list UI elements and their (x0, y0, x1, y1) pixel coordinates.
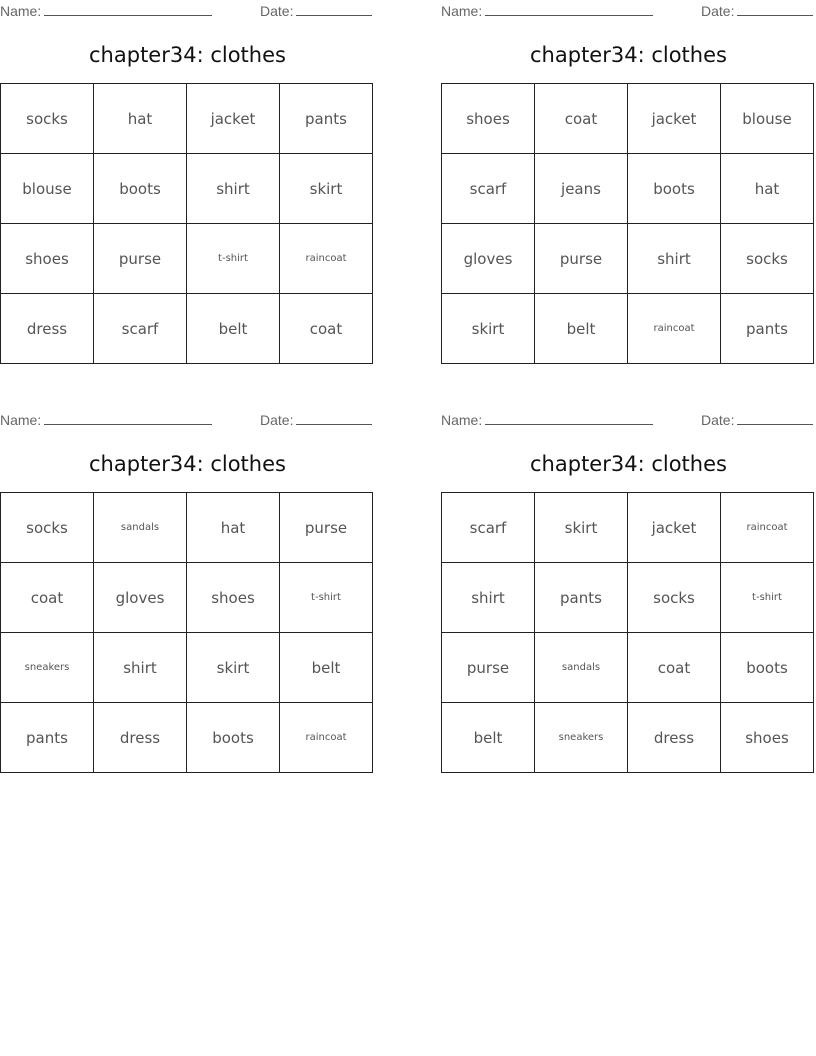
grid-cell: shirt (187, 154, 280, 224)
grid-cell: t-shirt (187, 224, 280, 294)
card-title: chapter34: clothes (89, 43, 286, 67)
grid-cell: pants (721, 294, 814, 364)
name-date-fields (441, 411, 816, 429)
grid-cell: belt (187, 294, 280, 364)
name-date-fields (441, 2, 816, 20)
bingo-card-2 (441, 0, 816, 364)
grid-cell: raincoat (280, 224, 373, 294)
grid-row (442, 563, 814, 633)
grid-cell: purse (280, 493, 373, 563)
name-date-fields (0, 2, 375, 20)
date-blank-line (737, 2, 813, 16)
name-blank-line (485, 2, 653, 16)
grid-row (1, 294, 373, 364)
grid-cell: belt (442, 703, 535, 773)
grid-cell: raincoat (628, 294, 721, 364)
grid-cell: shirt (628, 224, 721, 294)
grid-cell: socks (721, 224, 814, 294)
bingo-card-4 (441, 409, 816, 773)
name-label: Name: (0, 412, 42, 428)
date-blank-line (737, 411, 813, 425)
name-field[interactable] (441, 411, 653, 428)
grid-cell: coat (280, 294, 373, 364)
card-title: chapter34: clothes (530, 43, 727, 67)
grid-cell: jacket (628, 84, 721, 154)
grid-cell: pants (280, 84, 373, 154)
grid-cell: sneakers (535, 703, 628, 773)
grid-cell: shirt (442, 563, 535, 633)
grid-cell: jeans (535, 154, 628, 224)
grid-cell: sandals (94, 493, 187, 563)
grid-cell: raincoat (721, 493, 814, 563)
bingo-grid (441, 492, 814, 773)
grid-row (1, 563, 373, 633)
grid-cell: socks (1, 84, 94, 154)
grid-cell: scarf (442, 493, 535, 563)
card-title: chapter34: clothes (89, 452, 286, 476)
grid-cell: belt (280, 633, 373, 703)
grid-row (1, 84, 373, 154)
date-field[interactable] (260, 411, 372, 428)
grid-cell: purse (535, 224, 628, 294)
grid-cell: purse (94, 224, 187, 294)
grid-cell: skirt (187, 633, 280, 703)
grid-cell: shoes (721, 703, 814, 773)
grid-cell: socks (1, 493, 94, 563)
date-label: Date: (701, 3, 735, 19)
grid-cell: coat (1, 563, 94, 633)
name-blank-line (44, 2, 212, 16)
bingo-card-3 (0, 409, 375, 773)
name-label: Name: (0, 3, 42, 19)
grid-cell: socks (628, 563, 721, 633)
name-blank-line (44, 411, 212, 425)
date-label: Date: (260, 3, 294, 19)
grid-cell: gloves (94, 563, 187, 633)
grid-row (1, 703, 373, 773)
grid-cell: skirt (535, 493, 628, 563)
grid-row (442, 154, 814, 224)
grid-cell: gloves (442, 224, 535, 294)
bingo-grid (0, 492, 373, 773)
card-title: chapter34: clothes (530, 452, 727, 476)
date-blank-line (296, 2, 372, 16)
grid-cell: pants (1, 703, 94, 773)
grid-cell: boots (628, 154, 721, 224)
grid-row (442, 224, 814, 294)
bingo-card-1 (0, 0, 375, 364)
date-field[interactable] (701, 2, 813, 19)
grid-cell: t-shirt (280, 563, 373, 633)
grid-cell: dress (1, 294, 94, 364)
name-date-fields (0, 411, 375, 429)
grid-cell: belt (535, 294, 628, 364)
grid-cell: dress (628, 703, 721, 773)
grid-cell: coat (628, 633, 721, 703)
grid-cell: sandals (535, 633, 628, 703)
grid-cell: shoes (1, 224, 94, 294)
name-label: Name: (441, 3, 483, 19)
grid-cell: scarf (442, 154, 535, 224)
grid-row (1, 633, 373, 703)
date-field[interactable] (701, 411, 813, 428)
bingo-grid (441, 83, 814, 364)
name-blank-line (485, 411, 653, 425)
grid-cell: hat (721, 154, 814, 224)
grid-cell: skirt (280, 154, 373, 224)
grid-cell: boots (721, 633, 814, 703)
name-field[interactable] (0, 411, 212, 428)
grid-cell: jacket (628, 493, 721, 563)
grid-cell: shoes (442, 84, 535, 154)
name-field[interactable] (441, 2, 653, 19)
name-field[interactable] (0, 2, 212, 19)
date-label: Date: (701, 412, 735, 428)
grid-cell: shirt (94, 633, 187, 703)
date-field[interactable] (260, 2, 372, 19)
grid-cell: blouse (1, 154, 94, 224)
name-label: Name: (441, 412, 483, 428)
grid-cell: skirt (442, 294, 535, 364)
bingo-grid (0, 83, 373, 364)
grid-row (442, 294, 814, 364)
grid-row (1, 224, 373, 294)
grid-cell: scarf (94, 294, 187, 364)
grid-cell: coat (535, 84, 628, 154)
grid-row (442, 84, 814, 154)
grid-row (442, 633, 814, 703)
grid-cell: hat (94, 84, 187, 154)
grid-cell: jacket (187, 84, 280, 154)
date-blank-line (296, 411, 372, 425)
grid-cell: boots (187, 703, 280, 773)
grid-cell: raincoat (280, 703, 373, 773)
date-label: Date: (260, 412, 294, 428)
grid-cell: pants (535, 563, 628, 633)
grid-cell: sneakers (1, 633, 94, 703)
grid-cell: t-shirt (721, 563, 814, 633)
grid-cell: dress (94, 703, 187, 773)
grid-row (1, 493, 373, 563)
grid-cell: shoes (187, 563, 280, 633)
grid-cell: purse (442, 633, 535, 703)
grid-row (442, 493, 814, 563)
grid-cell: boots (94, 154, 187, 224)
grid-cell: hat (187, 493, 280, 563)
grid-row (442, 703, 814, 773)
grid-cell: blouse (721, 84, 814, 154)
grid-row (1, 154, 373, 224)
